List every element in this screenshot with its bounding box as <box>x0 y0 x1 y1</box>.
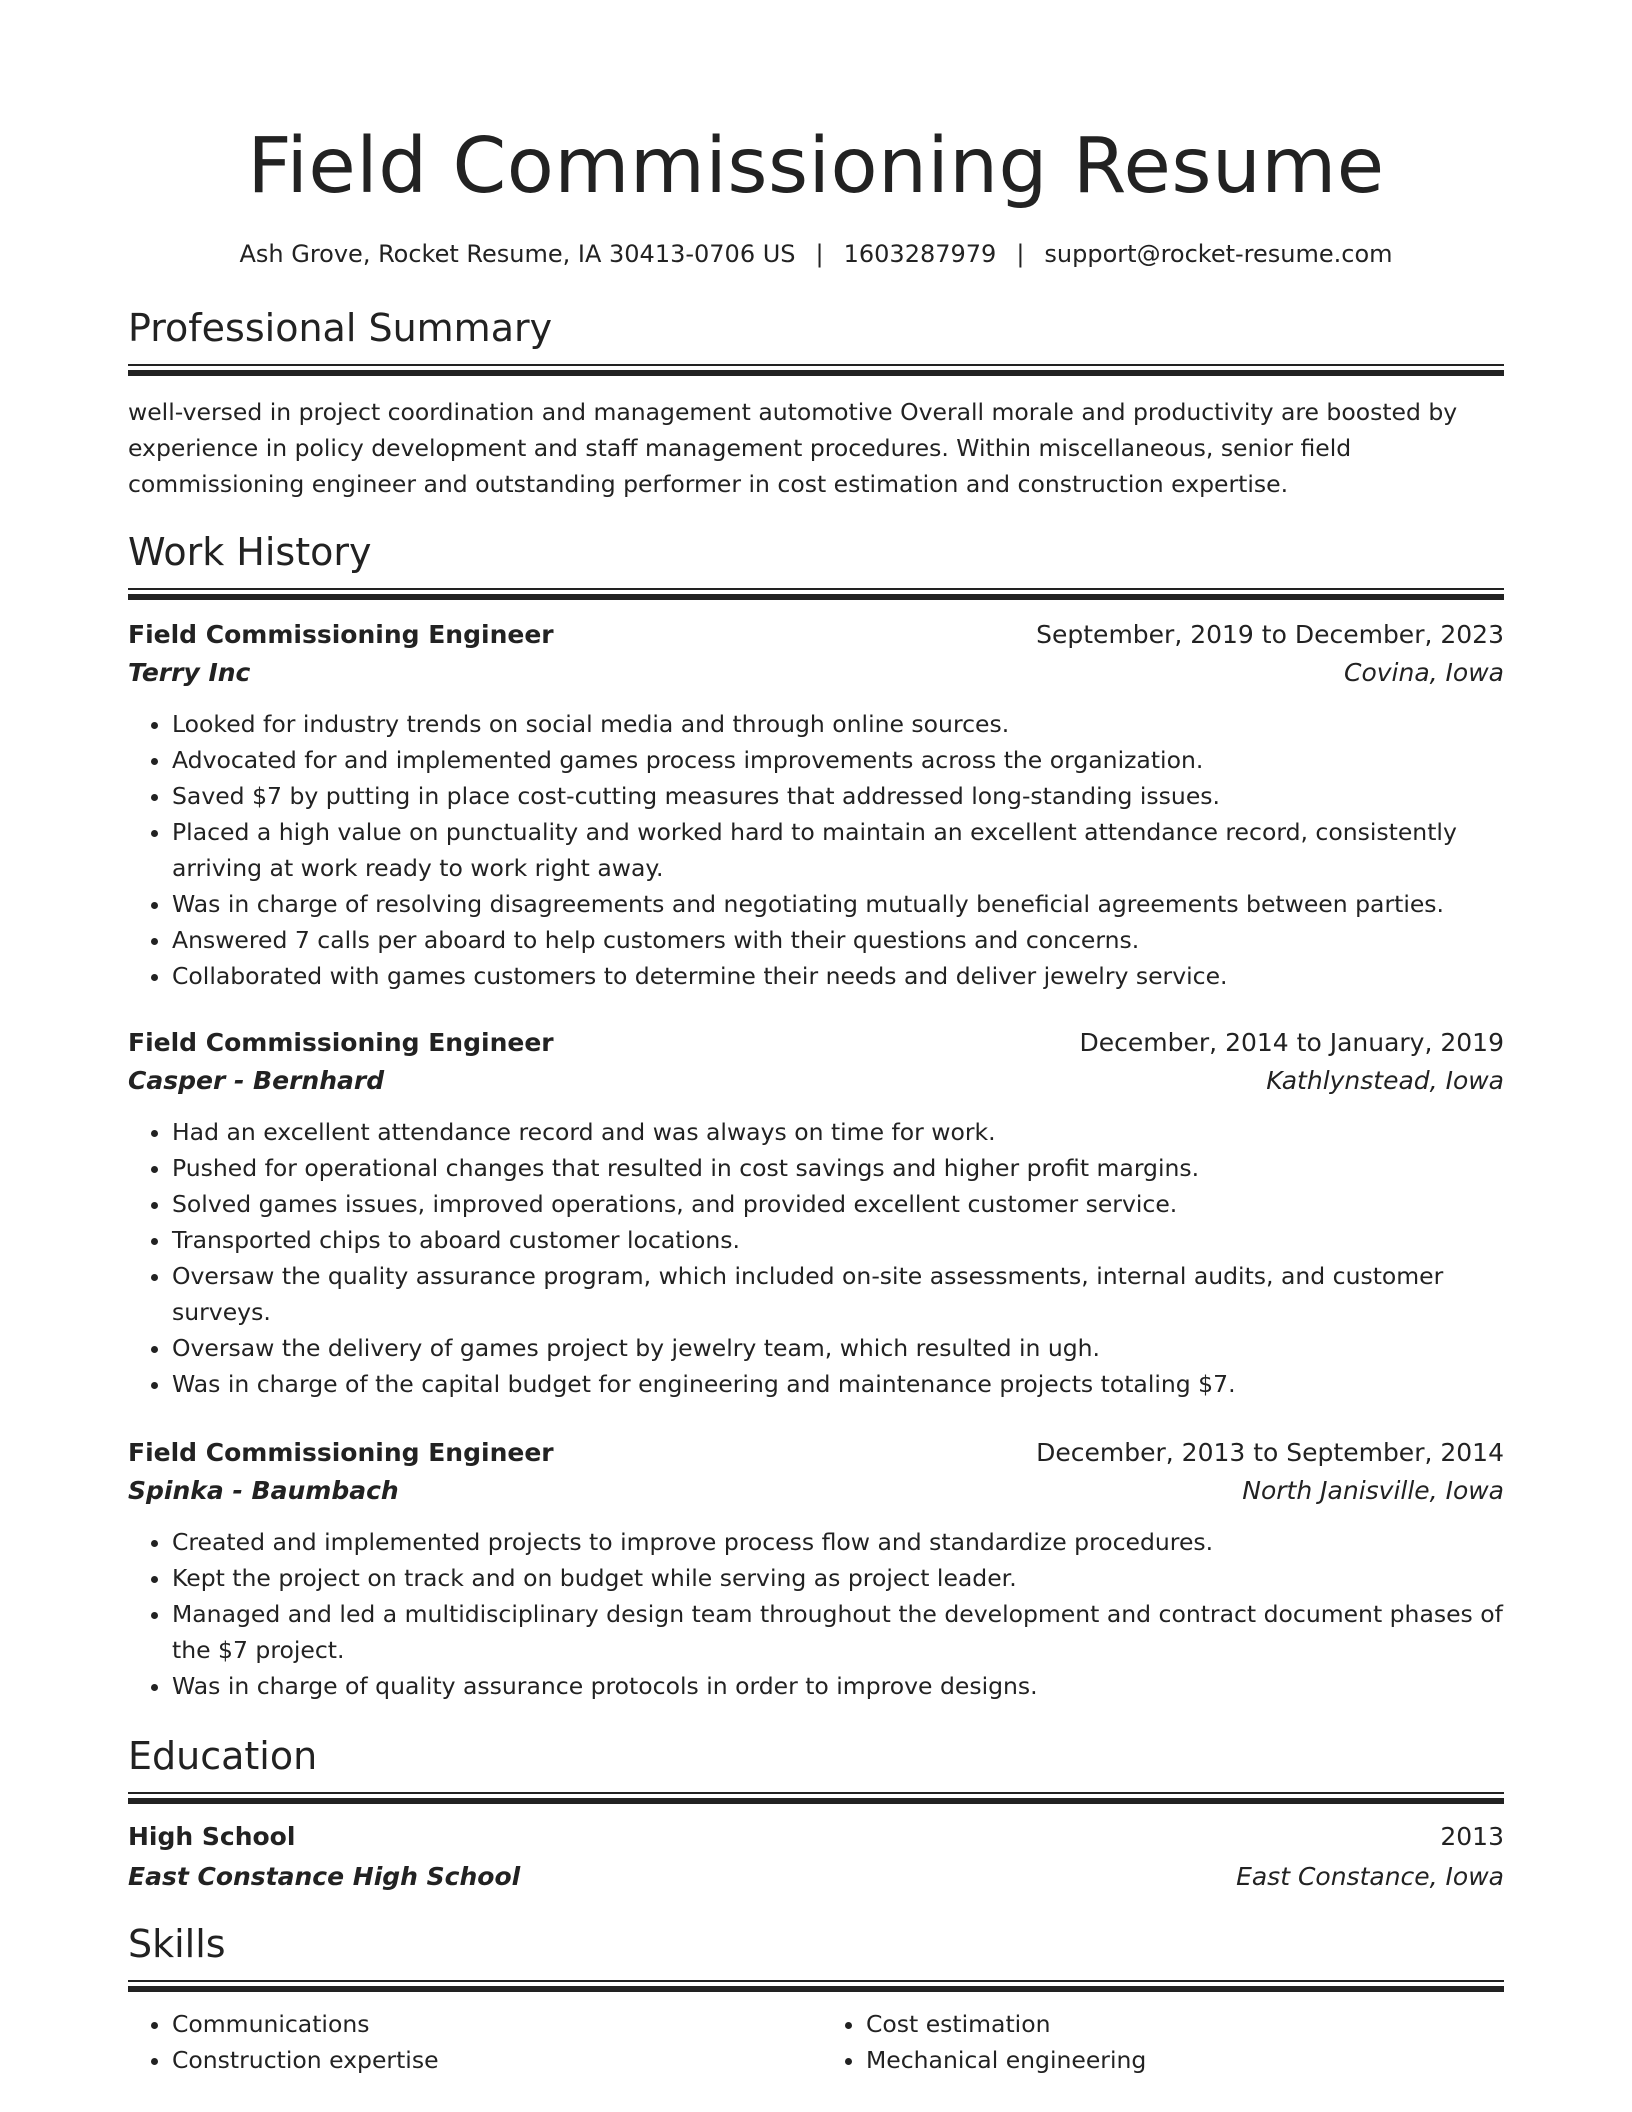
job-bullet-list <box>128 1524 1504 1704</box>
education-location: East Constance, Iowa <box>1236 1862 1504 1891</box>
job-company: Casper - Bernhard <box>128 1066 385 1095</box>
job-entry <box>128 1024 1504 1402</box>
education-section <box>128 1732 1504 1896</box>
job-subheader <box>128 1062 1504 1100</box>
skills-section <box>128 1920 1504 2078</box>
job-bullet: • Had an excellent attendance record and was always on time for work. <box>172 1114 1504 1150</box>
job-bullet: • Oversaw the quality assurance program, which included on-site assessments, internal audits, and customer surveys. <box>172 1258 1504 1330</box>
resume-page <box>128 0 1504 2078</box>
job-bullet: • Managed and led a multidisciplinary design team throughout the development and contract document phases of the $7 project. <box>172 1596 1504 1668</box>
job-title: Field Commissioning Engineer <box>128 1438 554 1467</box>
education-subheader <box>128 1858 1504 1896</box>
section-heading-education: Education <box>128 1734 318 1778</box>
job-bullet-list <box>128 1114 1504 1402</box>
job-dates: December, 2013 to September, 2014 <box>1036 1438 1504 1467</box>
job-bullet: • Oversaw the delivery of games project by jewelry team, which resulted in ugh. <box>172 1330 1504 1366</box>
education-entry <box>128 1818 1504 1896</box>
skills-column <box>816 2006 1504 2078</box>
job-bullet: • Answered 7 calls per aboard to help customers with their questions and concerns. <box>172 922 1504 958</box>
skill-item: • Construction expertise <box>172 2042 816 2078</box>
job-bullet: • Looked for industry trends on social media and through online sources. <box>172 706 1504 742</box>
job-bullet: • Placed a high value on punctuality and worked hard to maintain an excellent attendance record, consistently arriving at work ready to work right away. <box>172 814 1504 886</box>
section-divider <box>128 1792 1504 1802</box>
job-bullet: • Transported chips to aboard customer locations. <box>172 1222 1504 1258</box>
job-bullet-list <box>128 706 1504 994</box>
job-dates: December, 2014 to January, 2019 <box>1079 1028 1504 1057</box>
skills-grid <box>128 2006 1504 2078</box>
job-bullet: • Saved $7 by putting in place cost-cutting measures that addressed long-standing issues. <box>172 778 1504 814</box>
summary-section <box>128 304 1504 502</box>
job-bullet: • Solved games issues, improved operations, and provided excellent customer service. <box>172 1186 1504 1222</box>
job-company: Spinka - Baumbach <box>128 1476 399 1505</box>
job-bullet: • Was in charge of quality assurance protocols in order to improve designs. <box>172 1668 1504 1704</box>
resume-title: Field Commissioning Resume <box>247 122 1385 211</box>
section-heading-summary: Professional Summary <box>128 306 553 350</box>
contact-separator: | <box>1016 240 1025 268</box>
contact-line <box>128 238 1504 270</box>
skill-item: • Cost estimation <box>866 2006 1504 2042</box>
job-header <box>128 1434 1504 1472</box>
job-entry <box>128 616 1504 994</box>
section-divider <box>128 588 1504 598</box>
skills-column <box>128 2006 816 2078</box>
skill-item: • Mechanical engineering <box>866 2042 1504 2078</box>
job-subheader <box>128 654 1504 692</box>
job-bullet: • Collaborated with games customers to determine their needs and deliver jewelry service. <box>172 958 1504 994</box>
job-entry <box>128 1434 1504 1704</box>
education-school: East Constance High School <box>128 1862 521 1891</box>
skill-item: • Communications <box>172 2006 816 2042</box>
section-divider <box>128 364 1504 374</box>
job-location: Covina, Iowa <box>1344 658 1504 687</box>
work-history-section <box>128 528 1504 1704</box>
education-year: 2013 <box>1440 1822 1504 1851</box>
job-location: North Janisville, Iowa <box>1242 1476 1504 1505</box>
education-degree: High School <box>128 1822 296 1851</box>
job-title: Field Commissioning Engineer <box>128 1028 554 1057</box>
job-subheader <box>128 1472 1504 1510</box>
job-bullet: • Advocated for and implemented games process improvements across the organization. <box>172 742 1504 778</box>
contact-phone: 1603287979 <box>843 240 997 268</box>
job-bullet: • Created and implemented projects to improve process flow and standardize procedures. <box>172 1524 1504 1560</box>
contact-address: Ash Grove, Rocket Resume, IA 30413-0706 US <box>239 240 796 268</box>
job-location: Kathlynstead, Iowa <box>1266 1066 1504 1095</box>
job-dates: September, 2019 to December, 2023 <box>1036 620 1504 649</box>
job-header <box>128 1024 1504 1062</box>
section-heading-work-history: Work History <box>128 530 372 574</box>
job-bullet: • Was in charge of resolving disagreements and negotiating mutually beneficial agreements between parties. <box>172 886 1504 922</box>
contact-separator: | <box>815 240 824 268</box>
education-header <box>128 1818 1504 1856</box>
summary-text: well-versed in project coordination and management automotive Overall morale and productivity are boosted by experience in policy development and staff management procedures. Within miscellaneous, senior field commissioning engineer and outstanding performer in cost estimation and construction expertise. <box>128 398 1458 498</box>
job-bullet: • Was in charge of the capital budget for engineering and maintenance projects totaling $7. <box>172 1366 1504 1402</box>
section-heading-skills: Skills <box>128 1922 226 1966</box>
job-bullet: • Pushed for operational changes that resulted in cost savings and higher profit margins. <box>172 1150 1504 1186</box>
job-title: Field Commissioning Engineer <box>128 620 554 649</box>
job-header <box>128 616 1504 654</box>
job-company: Terry Inc <box>128 658 251 687</box>
job-bullet: • Kept the project on track and on budget while serving as project leader. <box>172 1560 1504 1596</box>
section-divider <box>128 1980 1504 1990</box>
contact-email[interactable]: support@rocket-resume.com <box>1044 240 1393 268</box>
